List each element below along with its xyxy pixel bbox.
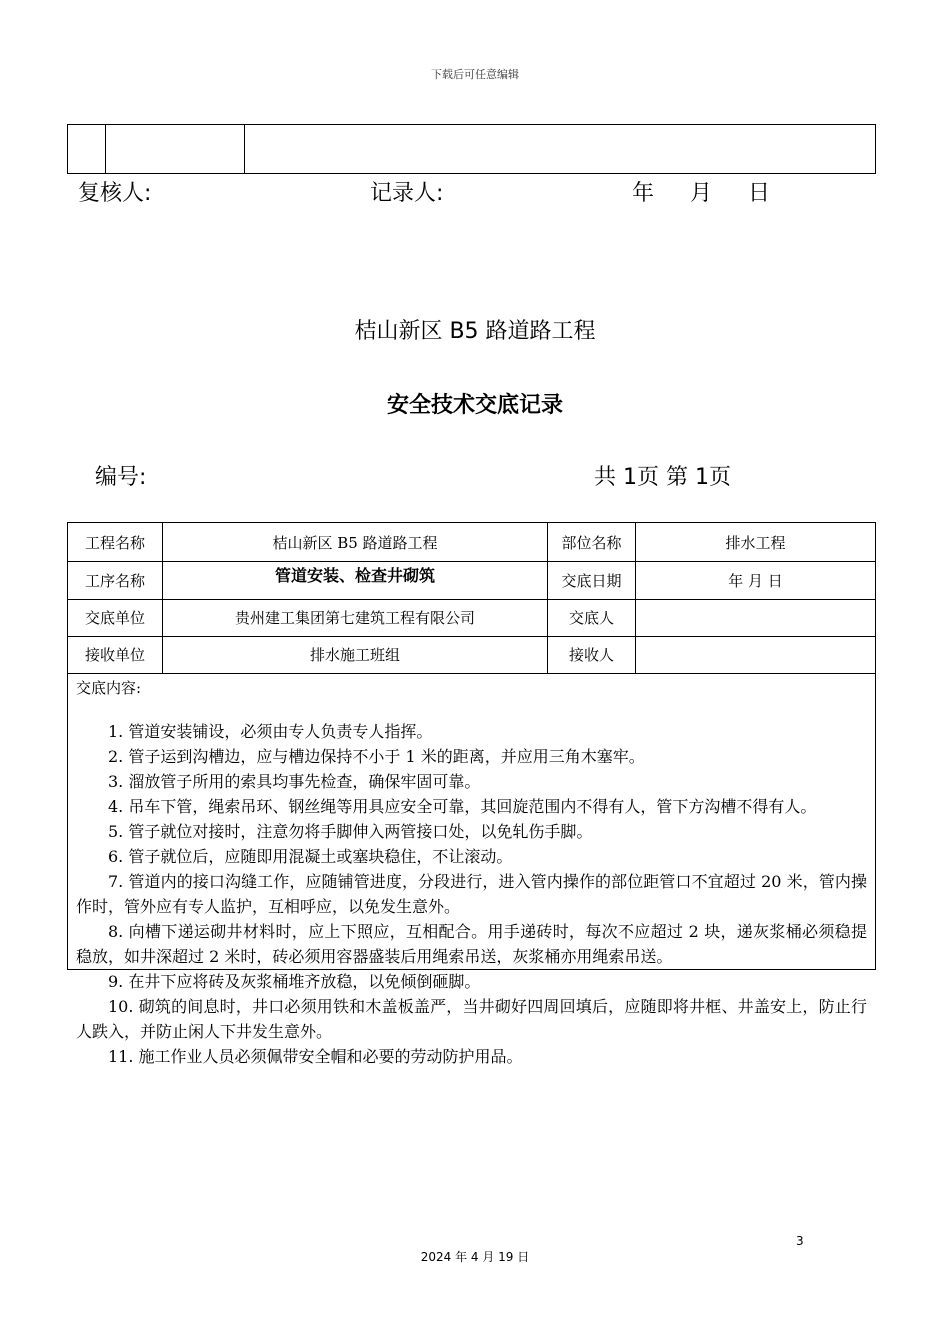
part-name-value: 排水工程 [635, 523, 875, 561]
header-note: 下载后可任意编辑 [431, 68, 519, 81]
table-divider [244, 125, 245, 173]
receiver-value [635, 636, 875, 673]
year-label: 年 [632, 181, 655, 206]
list-item: 1. 管道安装铺设，必须由专人负责专人指挥。 [108, 722, 433, 741]
table-row [68, 636, 875, 674]
list-item: 8. 向槽下递运砌井材料时，应上下照应，互相配合。用手递砖时，每次不应超过 2 块，递灰浆桶必须稳提稳放，如井深超过 2 米时，砖必须用容器盛装后用绳索吊送，灰浆桶亦用绳索吊送。 [76, 922, 867, 966]
project-name-value: 桔山新区 B5 路道路工程 [162, 523, 547, 561]
date-value: 年 月 日 [635, 561, 875, 599]
receiver-unit-label: 接收单位 [84, 646, 145, 664]
list-item: 9. 在井下应将砖及灰浆桶堆齐放稳，以免倾倒砸脚。 [108, 972, 481, 991]
table-row [68, 599, 875, 637]
part-name-label: 部位名称 [547, 523, 635, 561]
footer-date: 2024 年 4 月 19 日 [420, 1250, 530, 1264]
list-item: 2. 管子运到沟槽边，应与槽边保持不小于 1 米的距离，并应用三角木塞牢。 [108, 747, 645, 766]
table-divider [105, 125, 106, 173]
discloser-label: 交底人 [547, 599, 635, 636]
list-item: 3. 溜放管子所用的索具均事先检查，确保牢固可靠。 [108, 772, 481, 791]
document-title: 安全技术交底记录 [386, 393, 563, 418]
process-name-value: 管道安装、检查井砌筑 [162, 561, 547, 599]
receiver-label: 接收人 [547, 636, 635, 673]
table-row [68, 561, 875, 600]
date-label: 交底日期 [547, 561, 635, 599]
content-label: 交底内容: [76, 679, 142, 697]
recorder-label: 记录人: [370, 181, 444, 206]
previous-table-tail [67, 124, 876, 174]
receiver-unit-value: 排水施工班组 [162, 636, 547, 673]
list-item: 6. 管子就位后，应随即用混凝土或塞块稳住，不让滚动。 [108, 847, 513, 866]
list-item: 5. 管子就位对接时，注意勿将手脚伸入两管接口处，以免轧伤手脚。 [108, 822, 593, 841]
page-number: 3 [796, 1234, 804, 1248]
list-item: 10. 砌筑的间息时，井口必须用铁和木盖板盖严，当井砌好四周回填后，应随即将井框、井盖安上，防止行人跌入，并防止闲人下井发生意外。 [76, 997, 867, 1041]
month-label: 月 [690, 181, 713, 206]
list-item: 7. 管道内的接口沟缝工作，应随铺管进度，分段进行，进入管内操作的部位距管口不宜超过 20 米，管内操作时，管外应有专人监护，互相呼应，以免发生意外。 [76, 872, 867, 916]
list-item: 11. 施工作业人员必须佩带安全帽和必要的劳动防护用品。 [108, 1047, 523, 1066]
disclosure-items [76, 719, 867, 1069]
day-label: 日 [748, 181, 771, 206]
unit-label: 交底单位 [84, 609, 145, 627]
discloser-value [635, 599, 875, 636]
unit-value: 贵州建工集团第七建筑工程有限公司 [162, 599, 547, 636]
reviewer-label: 复核人: [78, 181, 152, 206]
disclosure-table [67, 522, 876, 1066]
process-name-label: 工序名称 [84, 571, 145, 590]
project-title: 桔山新区 B5 路道路工程 [354, 319, 596, 344]
list-item: 4. 吊车下管，绳索吊环、钢丝绳等用具应安全可靠，其回旋范围内不得有人，管下方沟槽不得有人。 [108, 797, 817, 816]
page-info: 共 1页 第 1页 [594, 465, 731, 490]
project-name-label: 工程名称 [84, 533, 145, 552]
number-label: 编号: [95, 465, 147, 490]
table-row [68, 523, 875, 562]
